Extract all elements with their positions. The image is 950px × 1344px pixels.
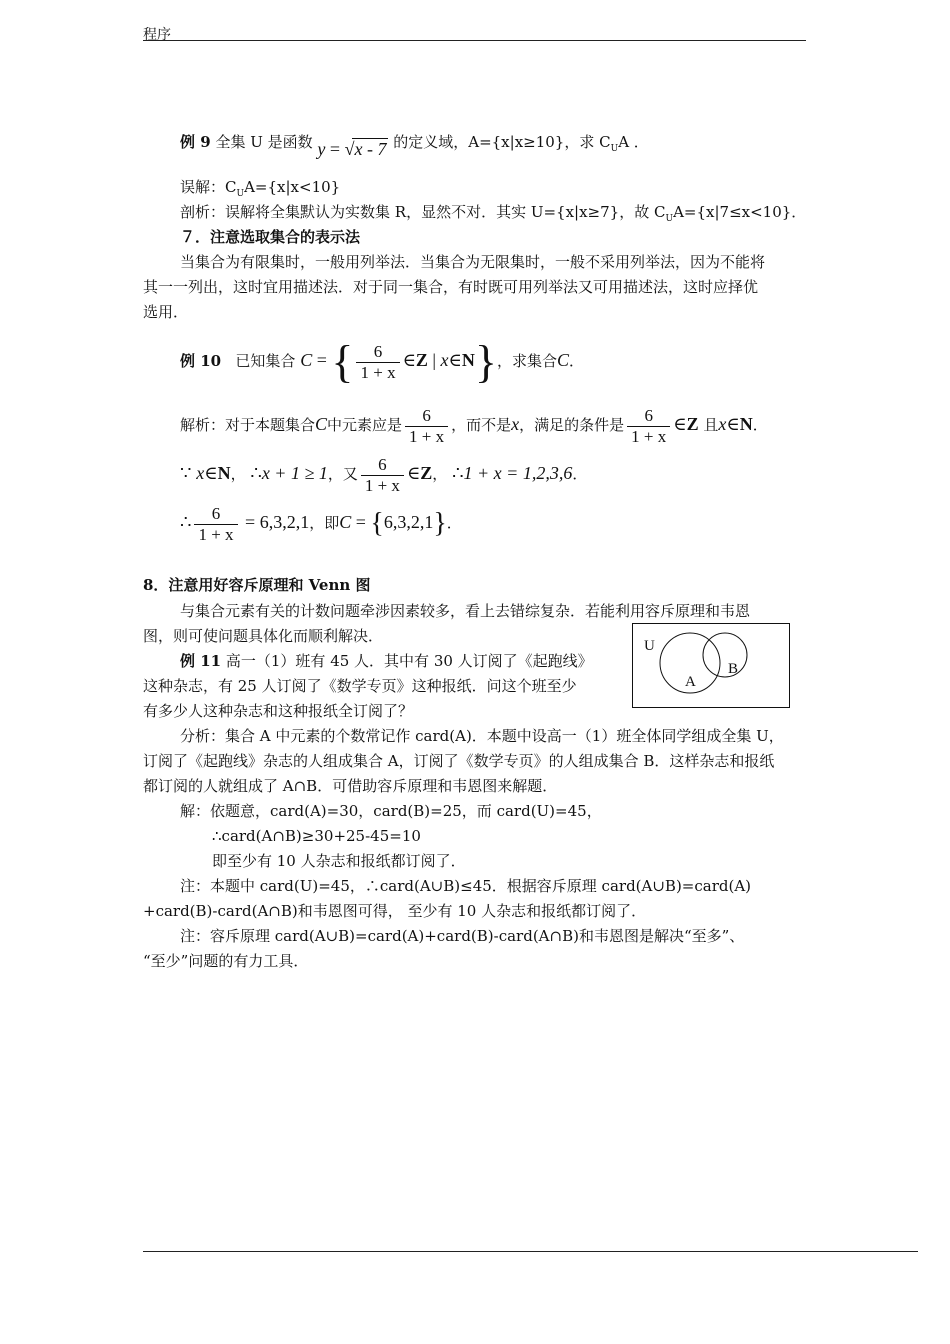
- ex10-s3-lbrace: {: [370, 508, 384, 539]
- ex9-analysis-line: [180, 202, 806, 229]
- ex9-sub: U: [610, 144, 619, 154]
- ex10-s3a: = 6,3,2,1: [240, 512, 310, 532]
- venn-label-u: U: [644, 638, 655, 654]
- ex9-text1: 全集 U 是函数: [215, 133, 313, 151]
- note2-line2: “至少”问题的有力工具．: [143, 952, 309, 970]
- venn-label-a: A: [685, 674, 696, 690]
- ex10-s2e: 1 + x = 1,2,3,6: [463, 463, 573, 483]
- ex10-sol1-C: C: [315, 414, 328, 434]
- ex10-frac-den: 1 + x: [356, 362, 399, 383]
- page-header-label: 程序: [143, 27, 171, 43]
- ex10-sol1-in: ∈: [673, 414, 687, 434]
- ex10-sol1-frac2-den: 1 + x: [627, 426, 670, 447]
- ex10-left-brace: {: [331, 336, 354, 387]
- ex10-text3: ．: [568, 352, 584, 370]
- ex9-y: y: [317, 139, 326, 159]
- ex9-line: [180, 130, 649, 159]
- therefore-symbol-3: ∴: [180, 512, 192, 532]
- note1-line2: +card(B)-card(A∩B)和韦恩图可得， 至少有 10 人杂志和报纸都订阅了．: [143, 902, 647, 920]
- venn-diagram: [632, 623, 790, 708]
- ex10-s3-C: C: [339, 512, 352, 532]
- ex10-s3c: 6,3,2,1: [383, 512, 434, 532]
- ex10-N: N: [461, 350, 475, 370]
- ex10-s3-frac: [194, 504, 237, 545]
- sec8-para-line2: 图，则可使问题具体化而顺利解决．: [143, 627, 384, 645]
- ex9-text3: A ．: [618, 133, 649, 151]
- ex10-s3d: ．: [446, 514, 462, 532]
- ex10-sol1f: ．: [752, 416, 768, 434]
- ex10-s2d: ，: [432, 465, 448, 483]
- ex10-sol1-x: x: [511, 414, 520, 434]
- solution-line2: ∴card(A∩B)≥30+25-45=10: [212, 827, 421, 845]
- ex10-text1: 已知集合: [235, 352, 296, 370]
- ex10-s3-frac-den: 1 + x: [194, 524, 237, 545]
- ex9-eq: =: [325, 139, 345, 159]
- ex10-in2: ∈: [448, 350, 462, 370]
- venn-label-b: B: [728, 661, 739, 677]
- ex10-s2-in: ∈: [204, 463, 218, 483]
- ex11-line2: 这种杂志，有 25 人订阅了《数学专页》这种报纸．问这个班至少: [143, 677, 577, 695]
- ex9-wrong-rest: A={x|x<10}: [244, 178, 341, 196]
- ex10-frac-num: 6: [373, 341, 383, 361]
- header-rule: [143, 40, 806, 41]
- ex10-set-C2: C: [556, 350, 569, 370]
- note2-line1: 注：容斥原理 card(A∪B)=card(A)+card(B)-card(A∩B)和韦恩图是解决“至多”、: [180, 927, 745, 945]
- ex10-s2a: ，: [230, 465, 246, 483]
- ex10-x: x: [440, 350, 449, 370]
- ex9-label: 例 9: [180, 133, 211, 151]
- ex10-sol1d: ，满足的条件是: [519, 416, 625, 434]
- ex10-solution-line3: [180, 498, 462, 548]
- ex9-radical-sign: √: [344, 139, 355, 159]
- solution-line1: 解：依题意，card(A)=30，card(B)=25，而 card(U)=45，: [180, 802, 602, 820]
- solution-line3: 即至少有 10 人杂志和报纸都订阅了．: [212, 852, 466, 870]
- ex10-text2: ，求集合: [496, 352, 557, 370]
- ex10-solution-line1: [180, 400, 768, 449]
- ex11-label: 例 11: [180, 652, 222, 670]
- ex9-radicand: x - 7: [354, 139, 387, 159]
- ex10-s2c: ，又: [327, 465, 358, 483]
- ex10-sol1-frac-num: 6: [422, 405, 431, 425]
- sec7-heading: ７．注意选取集合的表示法: [180, 228, 361, 246]
- sec7-para-line1: 当集合为有限集时，一般用列举法．当集合为无限集时，一般不采用列举法，因为不能将: [180, 253, 766, 271]
- ex10-in: ∈: [402, 350, 416, 370]
- ex10-bar: |: [427, 350, 441, 370]
- ex9-text2: 的定义域，A={x|x≥10}，求 C: [393, 133, 611, 151]
- ex10-sol1-N: N: [739, 414, 753, 434]
- ex10-s2-x: x: [196, 463, 205, 483]
- ex10-label: 例 10: [180, 352, 222, 370]
- ex10-sol1-frac-den: 1 + x: [405, 426, 448, 447]
- therefore-symbol-2: ∴: [452, 463, 464, 483]
- because-symbol: ∵: [180, 463, 192, 483]
- ex10-Z: Z: [415, 350, 428, 370]
- ex10-s2f: ．: [572, 465, 588, 483]
- ex10-line: [180, 336, 584, 385]
- ex10-right-brace: }: [474, 336, 497, 387]
- venn-circle-b: [703, 633, 747, 677]
- ex10-s2-in2: ∈: [406, 463, 421, 483]
- ex10-sol1e: 且: [703, 416, 719, 434]
- ex10-s2-Z: Z: [420, 463, 433, 483]
- ex9-wrong-line: [180, 177, 340, 204]
- ex10-sol1b: 中元素应是: [327, 416, 403, 434]
- sec8-para-line1: 与集合元素有关的计数问题牵涉因素较多，看上去错综复杂．若能利用容斥原理和韦恩: [180, 602, 751, 620]
- ex10-s2-frac-den: 1 + x: [361, 475, 404, 496]
- ex10-s2b: x + 1 ≥ 1: [261, 463, 328, 483]
- ex10-sol1-Z: Z: [686, 414, 699, 434]
- ex9-analysis-rest: A={x|7≤x<10}．: [673, 203, 807, 221]
- ex11-line3: 有多少人这种杂志和这种报纸全订阅了？: [143, 702, 414, 720]
- ex10-s2-frac-num: 6: [378, 454, 387, 474]
- sec7-para-line3: 选用．: [143, 303, 189, 321]
- ex11-text1: 高一（1）班有 45 人．其中有 30 人订阅了《起跑线》: [225, 652, 593, 670]
- ex10-solution-line2: [180, 449, 587, 498]
- ex10-sol1-frac2: [627, 406, 670, 447]
- ex10-eq: =: [312, 350, 332, 370]
- ex9-wrong: 误解：C: [180, 178, 237, 196]
- analysis-line1: 分析：集合 A 中元素的个数常记作 card(A)．本题中设高一（1）班全体同学组成全集 U，: [180, 727, 784, 745]
- ex10-sol1-frac: [405, 406, 448, 447]
- ex10-sol1-x2: x: [718, 414, 727, 434]
- ex10-s3b: ，即: [309, 514, 340, 532]
- venn-universe-rect: [633, 624, 790, 708]
- ex10-sol1a: 解析：对于本题集合: [180, 416, 316, 434]
- ex10-s3-rbrace: }: [433, 508, 447, 539]
- ex10-s3-eq: =: [351, 512, 371, 532]
- ex9-analysis-sub: U: [665, 214, 674, 224]
- note1-line1: 注：本题中 card(U)=45，∴card(A∪B)≤45．根据容斥原理 card(A∪B)=card(A): [180, 877, 752, 895]
- sec7-para-line2: 其一一列出，这时宜用描述法．对于同一集合，有时既可用列举法又可用描述法，这时应择优: [143, 278, 759, 296]
- ex9-wrong-sub: U: [236, 189, 245, 199]
- ex9-analysis: 剖析：误解将全集默认为实数集 R，显然不对．其实 U={x|x≥7}，故 C: [180, 203, 666, 221]
- ex10-set-C: C: [300, 350, 313, 370]
- ex10-sol1-frac2-num: 6: [644, 405, 653, 425]
- ex10-s3-frac-num: 6: [211, 503, 221, 523]
- footer-rule: [143, 1251, 918, 1252]
- ex10-s2-frac: [361, 455, 404, 496]
- ex10-fraction: [356, 342, 399, 383]
- analysis-line3: 都订阅的人就组成了 A∩B．可借助容斥原理和韦恩图来解题．: [143, 777, 558, 795]
- analysis-line2: 订阅了《起跑线》杂志的人组成集合 A，订阅了《数学专页》的人组成集合 B．这样杂志和报纸: [143, 752, 775, 770]
- ex10-sol1-in2: ∈: [726, 414, 740, 434]
- ex10-sol1c: ，而不是: [451, 416, 512, 434]
- therefore-symbol: ∴: [250, 463, 262, 483]
- ex11-line1: [180, 651, 593, 671]
- ex10-s2-N: N: [217, 463, 231, 483]
- sec8-heading: 8．注意用好容斥原理和 Venn 图: [143, 576, 371, 594]
